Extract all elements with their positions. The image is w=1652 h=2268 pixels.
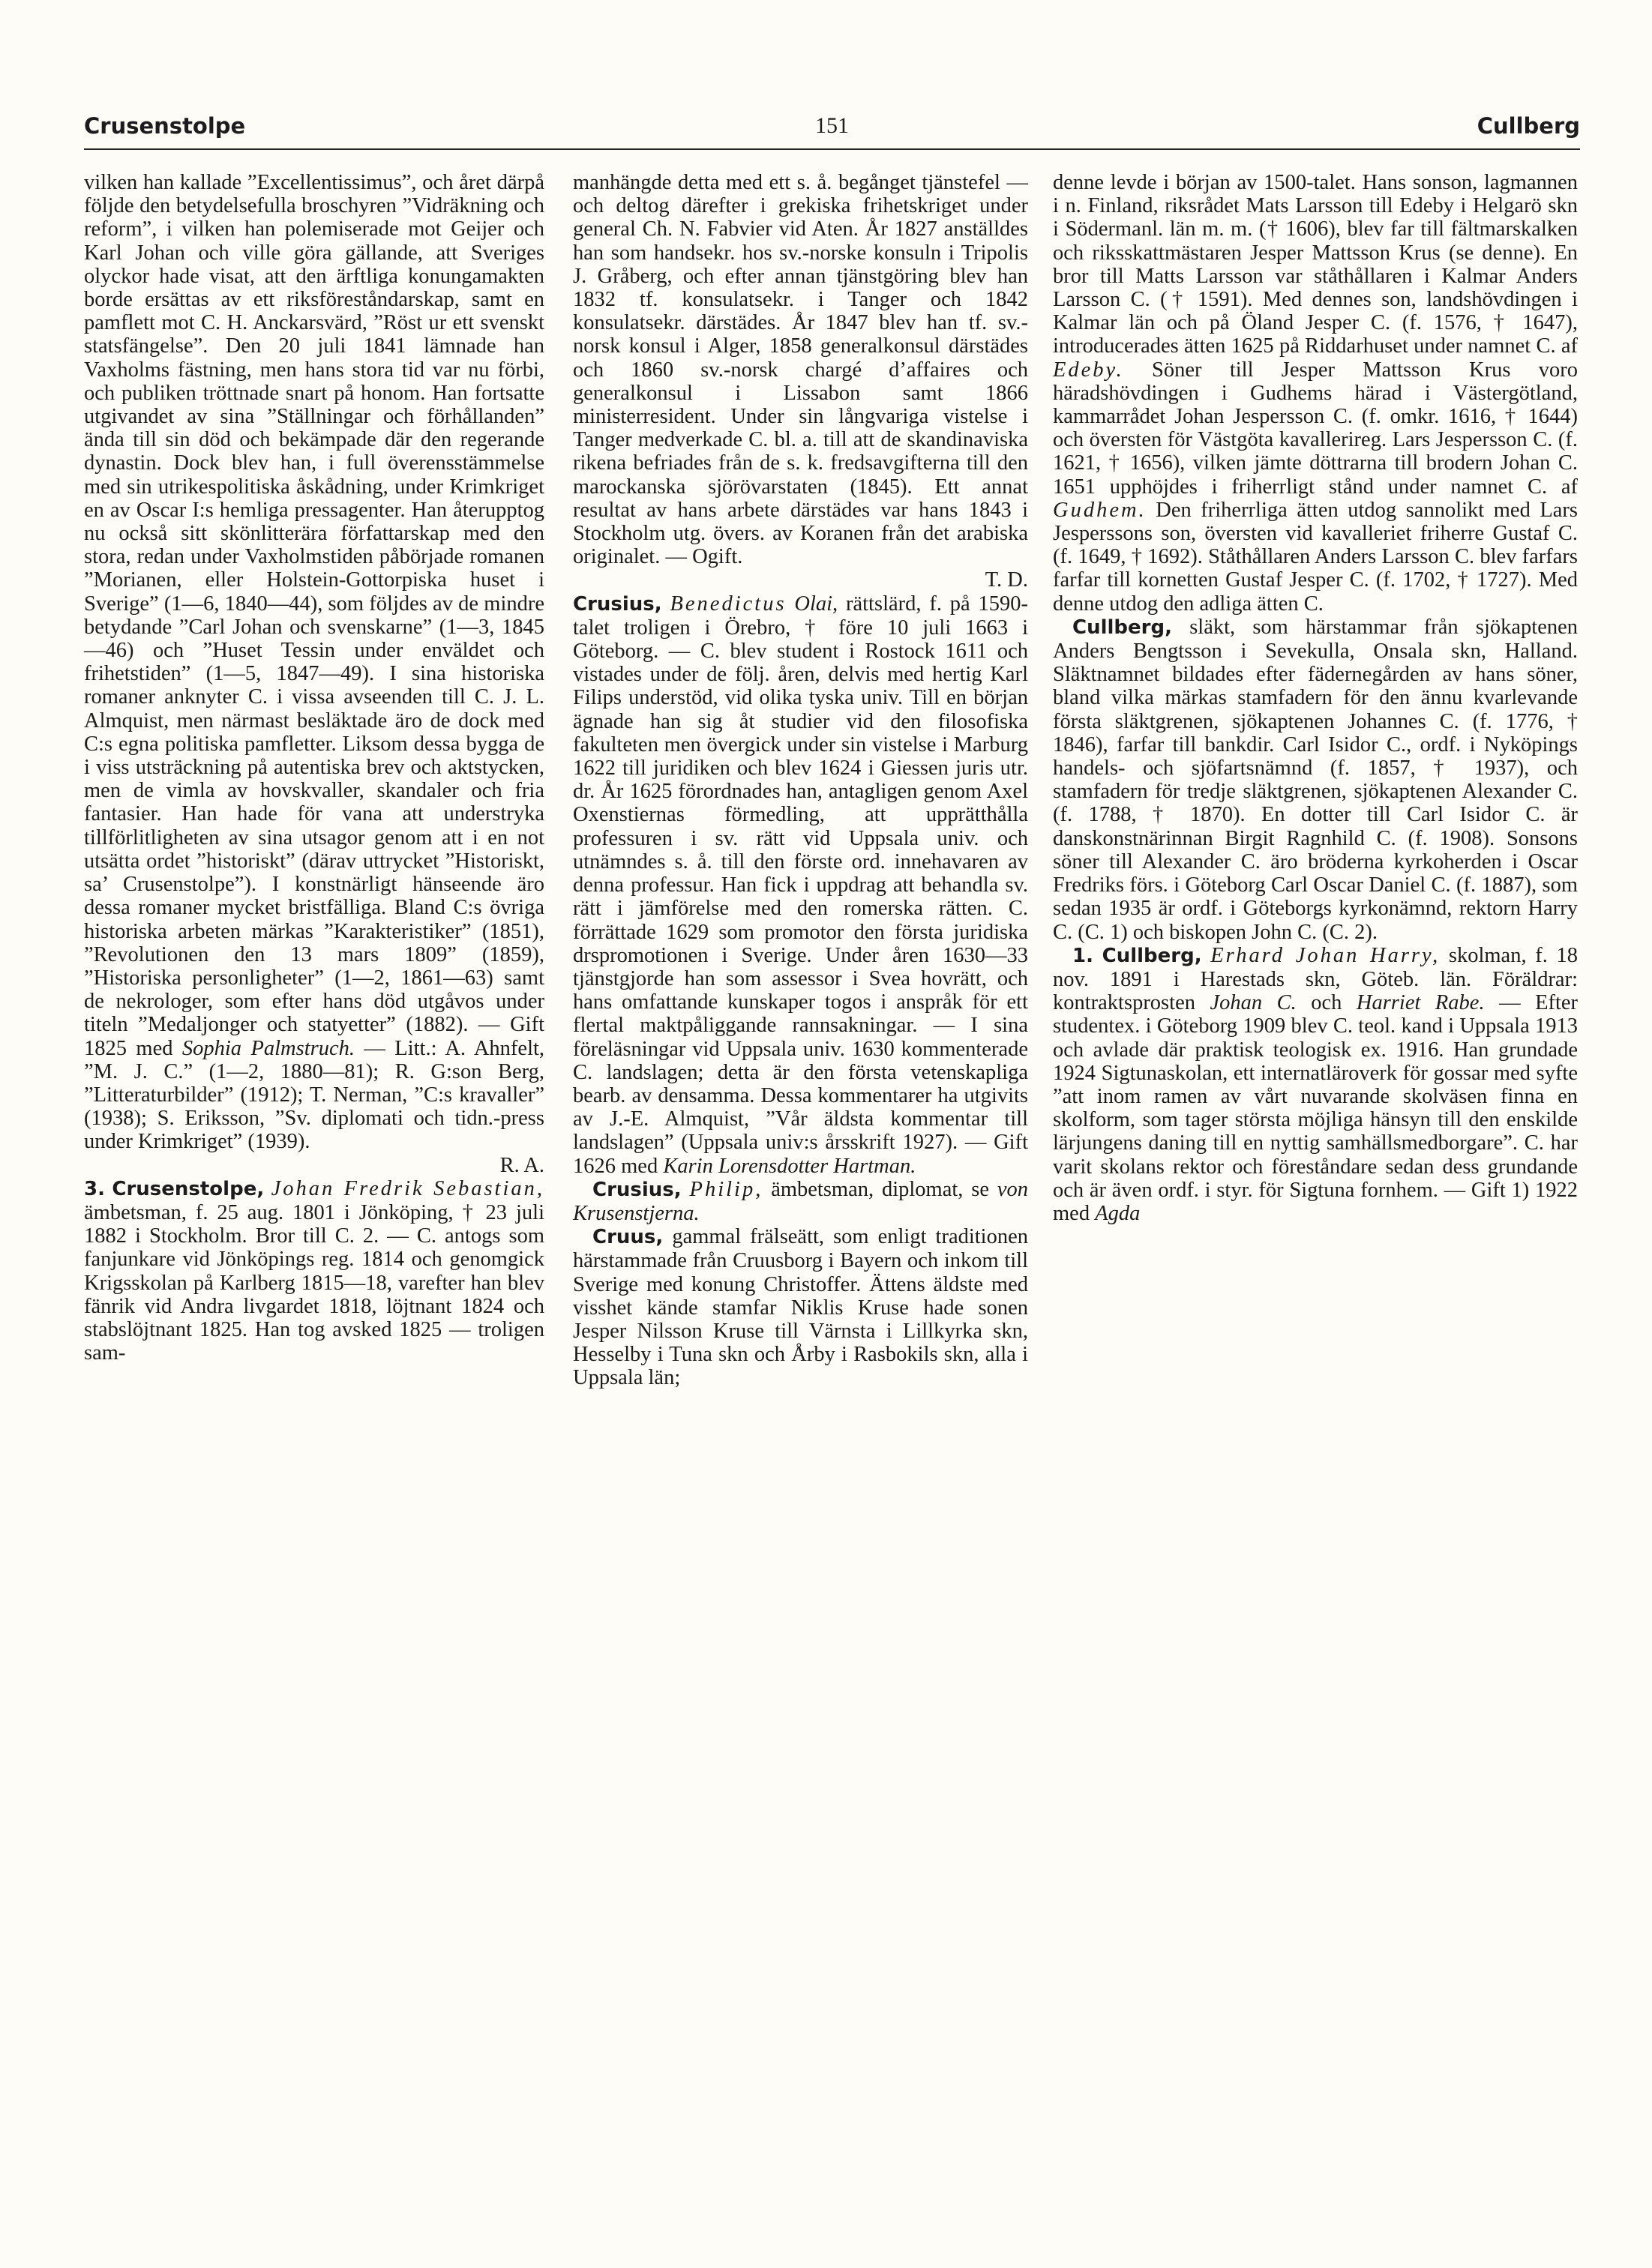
entry-person-name: Philip, — [689, 1177, 763, 1201]
running-header — [84, 111, 1580, 148]
entry-cruus-continued: denne levde i början av 1500-talet. Hans sonson, lagmannen i n. Finland, riksrådet Mats Larsson till Edeby i Helgarö skn i Södermanl. län m. m. († 1606), blev far till fältmarskalken och riksskattmästaren Jesper Mattsson Krus (se denne). En bror till Matts Larsson var ståthållaren i Kalmar Anders Larsson C. († 1591). Med dennes son, landshövdingen i Kalmar län och på Öland Jesper C. (f. 1576, † 1647), introducerades ätten 1625 på Riddarhuset under namnet C. af Edeby. Söner till Jesper Mattsson Krus voro häradshövdingen i Gudhems härad i Västergötland, kammarrådet Johan Jespersson C. (f. omkr. 1616, † 1644) och översten för Västgöta kavallerireg. Lars Jespersson C. (f. 1621, † 1656), vilken jämte döttrarna till brodern Johan C. 1651 upphöjdes i friherrligt stånd under namnet C. af Gudhem. Den friherrliga ätten utdog sannolikt med Lars Jesperssons son, översten vid kavalleriet friherre Gustaf C. (f. 1649, † 1692). Ståthållaren Anders Larsson C. blev farfars farfar till kornetten Gustaf Jesper C. (f. 1702, † 1727). Med denne utdog den adliga ätten C. — [1053, 171, 1578, 616]
entry-headword: Crusius, — [573, 592, 662, 616]
entry-crusius-benedictus: Crusius, Benedictus Olai, rättslärd, f. på 1590-talet troligen i Örebro, † före 10 juli 1663 i Göteborg. — C. blev student i Rostock 1611 och vistades under de följ. åren, delvis med hertig Karl Filips understöd, vid olika tyska univ. Till en början ägnade han sig åt studier vid den filosofiska fakulteten men övergick under sin vistelse i Marburg 1622 till juridiken och blev 1624 i Giessen juris utr. dr. År 1625 förordnades han, antagligen genom Axel Oxenstiernas förmedling, att upprätthålla professuren i sv. rätt vid Uppsala univ. och utnämndes s. å. till den förste ord. innehavaren av denna professur. Han fick i uppdrag att behandla sv. rätt i jämförelse med den romerska rätten. C. förrättade 1629 som promotor den första juridiska drspromotionen i Sverige. Under åren 1630—33 tjänstgjorde han som assessor i Svea hovrätt, och hans omfattande kunskaper togos i anspråk för ett flertal maktpåliggande rannsakningar. — I sina föreläsningar vid Uppsala univ. 1630 kommenterade C. landslagen; detta är den första vetenskapliga bearb. av densamma. Dessa kommentarer ha utgivits av J.-E. Almquist, ”Vår äldsta kommentar till landslagen” (Uppsala univ:s årsskrift 1927). — Gift 1626 med Karin Lorensdotter Hartman. — [573, 592, 1028, 1178]
entry-headword: Crusenstolpe, — [112, 1177, 265, 1200]
spouse-name: Sophia Palmstruch. — [181, 1036, 355, 1060]
spouse-name: Agda — [1095, 1201, 1141, 1225]
entry-cullberg-1: 1. Cullberg, Erhard Johan Harry, skolman, f. 18 nov. 1891 i Harestads skn, Göteb. län. Föräldrar: kontraktsprosten Johan C. och Harriet Rabe. — Efter studentex. i Göteborg 1909 blev C. teol. kand i Uppsala 1913 och avlade där praktisk teologisk ex. 1916. Han grundade 1924 Sigtunaskolan, ett internatläroverk för gossar med syfte ”att inom ramen av vårt nuvarande skolväsen finna en skolform, som tager största möjliga hänsyn till den enskilde lärjungens daning till en nyttig samhällsmedborgare”. C. har varit skolans rektor och föreståndare sedan dess grundande och är även ordf. i styr. för Sigtuna fornhem. — Gift 1) 1922 med Agda — [1053, 943, 1579, 1225]
entry-headword: Cullberg, — [1072, 616, 1172, 639]
entry-cullberg-family: Cullberg, släkt, som härstammar från sjökaptenen Anders Bengtsson i Sevekulla, Onsala skn, Halland. Släktnamnet bildades efter fädernegården av hans söner, bland vilka märkas stamfadern för den ännu kvarlevande första släktgrenen, sjökaptenen Johannes C. (f. 1776, † 1846), farfar till bankdir. Carl Isidor C., ordf. i Nyköpings handels- och sjöfartsnämnd (f. 1857, † 1937), och stamfadern för tredje släktgrenen, sjökaptenen Alexander C. (f. 1788, † 1870). En dotter till Carl Isidor C. är danskonstnärinnan Birgit Ragnhild C. (f. 1908). Sonsons söner till Alexander C. äro bröderna kyrkoherden i Oscar Fredriks förs. i Göteborg Carl Oscar Daniel C. (f. 1887), som sedan 1935 är ordf. i Göteborgs kyrkonämnd, rektorn Harry C. (C. 1) och biskopen John C. (C. 2). — [1053, 615, 1578, 944]
author-signature: T. D. — [985, 568, 1028, 592]
noble-name-edeby: Edeby. — [1053, 358, 1124, 382]
entry-headword: Crusius, — [592, 1178, 682, 1201]
entry-person-name: Erhard Johan Harry, — [1210, 943, 1441, 967]
column-right — [1053, 171, 1578, 1225]
entry-cruus: Cruus, gammal frälseätt, som enligt traditionen härstammade från Cruusborg i Bayern och inkom till Sverige med konung Christoffer. Ättens äldste med visshet kände stamfar Niklis Kruse hade sonen Jesper Nilsson Kruse till Värnsta i Lillkyrka skn, Hesselby i Tuna skn och Årby i Rasbokils skn, alla i Uppsala län; — [573, 1225, 1028, 1390]
mother-name: Harriet Rabe. — [1356, 991, 1485, 1015]
noble-name-gudhem: Gudhem. — [1053, 498, 1147, 522]
spouse-name: Karin Lorensdotter Hartman. — [663, 1154, 916, 1178]
header-rule — [84, 148, 1580, 150]
author-signature: R. A. — [499, 1153, 544, 1177]
column-middle — [573, 171, 1028, 1390]
entry-headword: Cruus, — [592, 1226, 664, 1249]
entry-crusenstolpe-3-continued: manhängde detta med ett s. å. begånget tjänstefel — och deltog därefter i grekiska frihetskriget under general Ch. N. Fabvier vid Aten. År 1827 anställdes han som handsekr. hos sv.-norske konsuln i Tripolis J. Gråberg, och efter annan tjänstgöring blev han 1832 tf. konsulatsekr. i Tanger och 1842 konsulatsekr. därstädes. År 1847 blev han tf. sv.-norsk konsul i Alger, 1858 generalkonsul därstädes och 1860 sv.-norsk chargé d’affaires och generalkonsul i Lissabon samt 1866 ministerresident. Under sin långvariga vistelse i Tanger medverkade C. bl. a. till att de skandinaviska rikena befriades från de s. k. fredsavgifterna till den marockanska sjörövarstaten (1845). Ett annat resultat av hans arbete därstädes var hans 1843 i Stockholm utg. övers. av Koranen från det arabiska originalet. — Ogift. — [573, 171, 1028, 569]
entry-person-name: Benedictus — [670, 592, 787, 616]
entry-crusenstolpe-2-continued: vilken han kallade ”Excellentissimus”, och året därpå följde den betydelsefulla broschyren ”Vidräkning och reform”, i vilken han polemiserade mot Geijer och Karl Johan och ville göra gällande, att Sveriges olyckor hade visat, att den ärftliga konungamakten borde ersättas av ett riksföreståndarskap, samt en pamflett mot C. H. Anckarsvärd, ”Röst ur ett svenskt statsfängelse”. Den 20 juli 1841 lämnade han Vaxholms fästning, men hans stora tid var nu förbi, och publiken tröttnade snart på honom. Han fortsatte utgivandet av sina ”Ställningar och förhållanden” ända till sin död och bekämpade där den regerande dynastin. Dock blev han, i full överensstämmelse med sin utrikespolitiska åskådning, under Krimkriget en av Oscar I:s hemliga pressagenter. Han återupptog nu också sitt skönlitterära författarskap med den stora, redan under Vaxholmstiden påbörjade romanen ”Morianen, eller Holstein-Gottorpiska huset i Sverige” (1—6, 1840—44), som följdes av de mindre betydande ”Carl Johan och svenskarne” (1—3, 1845—46) och ”Huset Tessin under enväldet och frihetstiden” (1—5, 1847—49). I sina historiska romaner anknyter C. i vissa avseenden till C. J. L. Almquist, men närmast besläktade äro de dock med C:s egna politiska pamfletter. Liksom dessa bygga de i viss utsträckning på autentiska brev och aktstycken, men de vimla av hovskvaller, skandaler och fria fantasier. Han hade för vana att understryka tillförlitligheten av sina utsagor genom att i en not utsätta ordet ”historiskt” (därav uttrycket ”Historiskt, sa’ Crusenstolpe”). I konstnärligt hänseende äro dessa romaner mycket bristfälliga. Bland C:s övriga historiska arbeten märkas ”Karakteristiker” (1851), ”Revolutionen den 13 mars 1809” (1859), ”Historiska personligheter” (1—2, 1861—63) samt de nekrologer, som efter hans död utgåvos under titeln ”Medaljonger och statyetter” (1882). — Gift 1825 med Sophia Palmstruch. — Litt.: A. Ahnfelt, ”M. J. C.” (1—2, 1880—81); R. G:son Berg, ”Litteraturbilder” (1912); T. Nerman, ”C:s kravaller” (1938); S. Eriksson, ”Sv. diplomati och tidn.-press under Krimkriget” (1939). — [84, 171, 545, 1154]
entry-person-patronymic: Olai, — [794, 592, 838, 616]
page-number: 151 — [815, 113, 849, 138]
header-left-keyword: Crusenstolpe — [84, 113, 246, 139]
cross-reference: von Krusenstjerna. — [573, 1177, 1029, 1225]
father-name: Johan C. — [1210, 991, 1297, 1015]
header-right-keyword: Cullberg — [1477, 113, 1580, 139]
entry-person-name: Johan Fredrik Sebastian, — [271, 1176, 545, 1200]
entry-crusius-philip: Crusius, Philip, ämbetsman, diplomat, se von Krusenstjerna. — [573, 1177, 1029, 1225]
entry-crusenstolpe-3: 3. Crusenstolpe, Johan Fredrik Sebastian, ämbetsman, f. 25 aug. 1801 i Jönköping, † 23 juli 1882 i Stockholm. Bror till C. 2. — C. antogs som fanjunkare vid Jönköpings reg. 1814 och genomgick Krigsskolan på Karlberg 1815—18, varefter han blev fänrik vid Andra livgardet 1818, löjtnant 1824 och stabslöjtnant 1825. Han tog avsked 1825 — troligen sam- — [84, 1176, 545, 1365]
column-left — [84, 171, 544, 1365]
entry-headword: Cullberg, — [1102, 944, 1202, 967]
